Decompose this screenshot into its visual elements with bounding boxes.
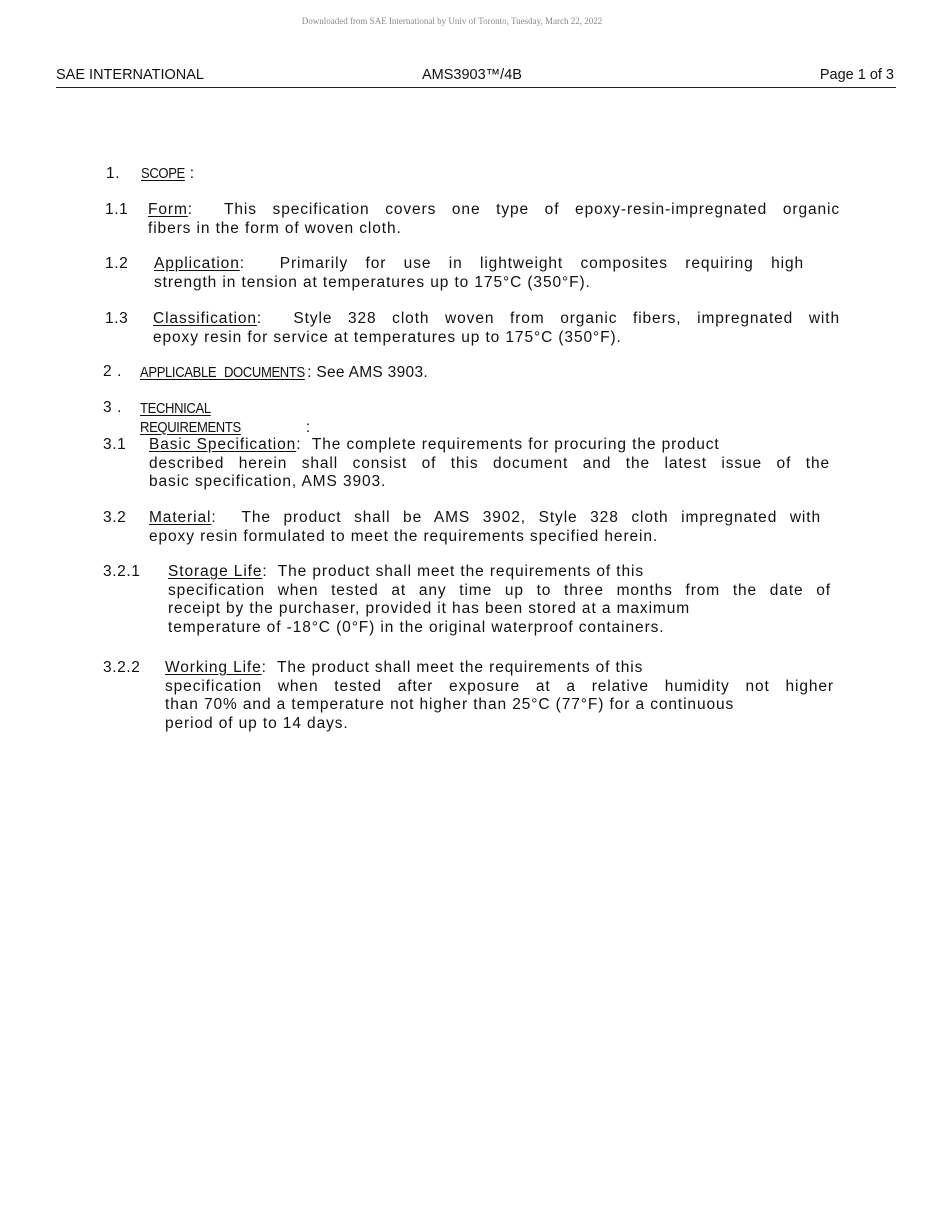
paragraph-line: strength in tension at temperatures up to 175°C (350°F).	[154, 273, 591, 291]
section-working-life	[165, 659, 834, 733]
section-suffix: :	[261, 659, 267, 676]
paragraph-line	[165, 659, 834, 678]
section-form	[148, 201, 840, 238]
paragraph-line: epoxy resin formulated to meet the requirements specified herein.	[149, 527, 659, 545]
paragraph-line	[154, 255, 804, 274]
section-number: 3.1	[103, 436, 127, 453]
paragraph-text: The complete requirements for procuring the product	[311, 436, 720, 453]
section-suffix: :	[239, 255, 245, 272]
section-suffix: :	[189, 165, 195, 182]
header-document-number: AMS3903™/4B	[422, 67, 522, 83]
paragraph-line: specification when tested at any time up to three months from the date of	[168, 581, 831, 599]
paragraph-text: The product shall be AMS 3902, Style 328 cloth impregnated with	[241, 509, 821, 526]
header-organization: SAE INTERNATIONAL	[56, 67, 204, 83]
paragraph-text: The product shall meet the requirements of this	[277, 659, 644, 676]
section-number: 1.1	[105, 201, 129, 218]
header-page-number: Page 1 of 3	[819, 67, 894, 83]
section-title: Classification	[153, 310, 257, 327]
section-title: APPLICABLE DOCUMENTS	[140, 365, 305, 381]
section-title: Application	[154, 255, 240, 272]
paragraph-line	[148, 201, 840, 220]
paragraph-line	[153, 310, 840, 329]
section-title: Material	[149, 509, 212, 526]
paragraph-line: basic specification, AMS 3903.	[149, 473, 387, 490]
section-title: SCOPE	[141, 166, 185, 182]
page-header	[56, 67, 896, 88]
paragraph-line: epoxy resin for service at temperatures up to 175°C (350°F).	[153, 328, 622, 346]
section-storage-life	[168, 563, 831, 637]
section-number: 3.2	[103, 509, 127, 526]
section-heading-applicable-documents	[140, 364, 428, 383]
paragraph-line: temperature of -18°C (0°F) in the original waterproof containers.	[168, 618, 665, 636]
paragraph-line: receipt by the purchaser, provided it has been stored at a maximum	[168, 600, 691, 617]
section-number: 1.2	[105, 255, 129, 272]
section-material	[149, 509, 821, 546]
paragraph-line: fibers in the form of woven cloth.	[148, 219, 402, 237]
section-number: 3.2.2	[103, 659, 141, 676]
section-number: 1.	[106, 165, 121, 182]
section-title: Working Life	[165, 659, 262, 676]
section-title: Basic Specification	[149, 436, 297, 453]
section-number: 2 .	[103, 363, 123, 380]
section-suffix: :	[305, 418, 312, 436]
paragraph-text: This specification covers one type of epoxy-resin-impregnated organic	[224, 201, 840, 218]
paragraph-line: than 70% and a temperature not higher than 25°C (77°F) for a continuous	[165, 696, 735, 713]
section-suffix: :	[211, 509, 217, 526]
section-application	[154, 255, 804, 292]
section-heading-technical-requirements	[140, 400, 325, 437]
paragraph-line: specification when tested after exposure at a relative humidity not higher	[165, 677, 834, 695]
section-number: 3 .	[103, 399, 123, 416]
paragraph-line: period of up to 14 days.	[165, 714, 349, 732]
paragraph-line: described herein shall consist of this document and the latest issue of the	[149, 454, 830, 472]
paragraph-line	[168, 563, 831, 582]
paragraph-line	[149, 436, 813, 455]
section-heading-scope	[141, 165, 195, 184]
section-title: Storage Life	[168, 563, 263, 580]
paragraph-text: Primarily for use in lightweight composites requiring high	[279, 255, 804, 272]
paragraph-line	[149, 509, 821, 528]
section-number: 3.2.1	[103, 563, 141, 580]
section-basic-specification	[149, 436, 830, 492]
section-suffix: : See AMS 3903.	[307, 364, 428, 381]
paragraph-text: The product shall meet the requirements of this	[277, 563, 644, 580]
section-suffix: :	[256, 310, 263, 327]
section-suffix: :	[262, 563, 268, 580]
section-classification	[153, 310, 840, 347]
paragraph-text: Style 328 cloth woven from organic fibers, impregnated with	[293, 310, 840, 327]
section-title: Form	[148, 201, 188, 218]
download-watermark: Downloaded from SAE International by Univ of Toronto, Tuesday, March 22, 2022	[301, 16, 603, 26]
section-number: 1.3	[105, 310, 129, 327]
section-suffix: :	[187, 201, 193, 218]
section-title: TECHNICAL REQUIREMENTS	[140, 401, 241, 436]
section-suffix: :	[296, 436, 302, 453]
